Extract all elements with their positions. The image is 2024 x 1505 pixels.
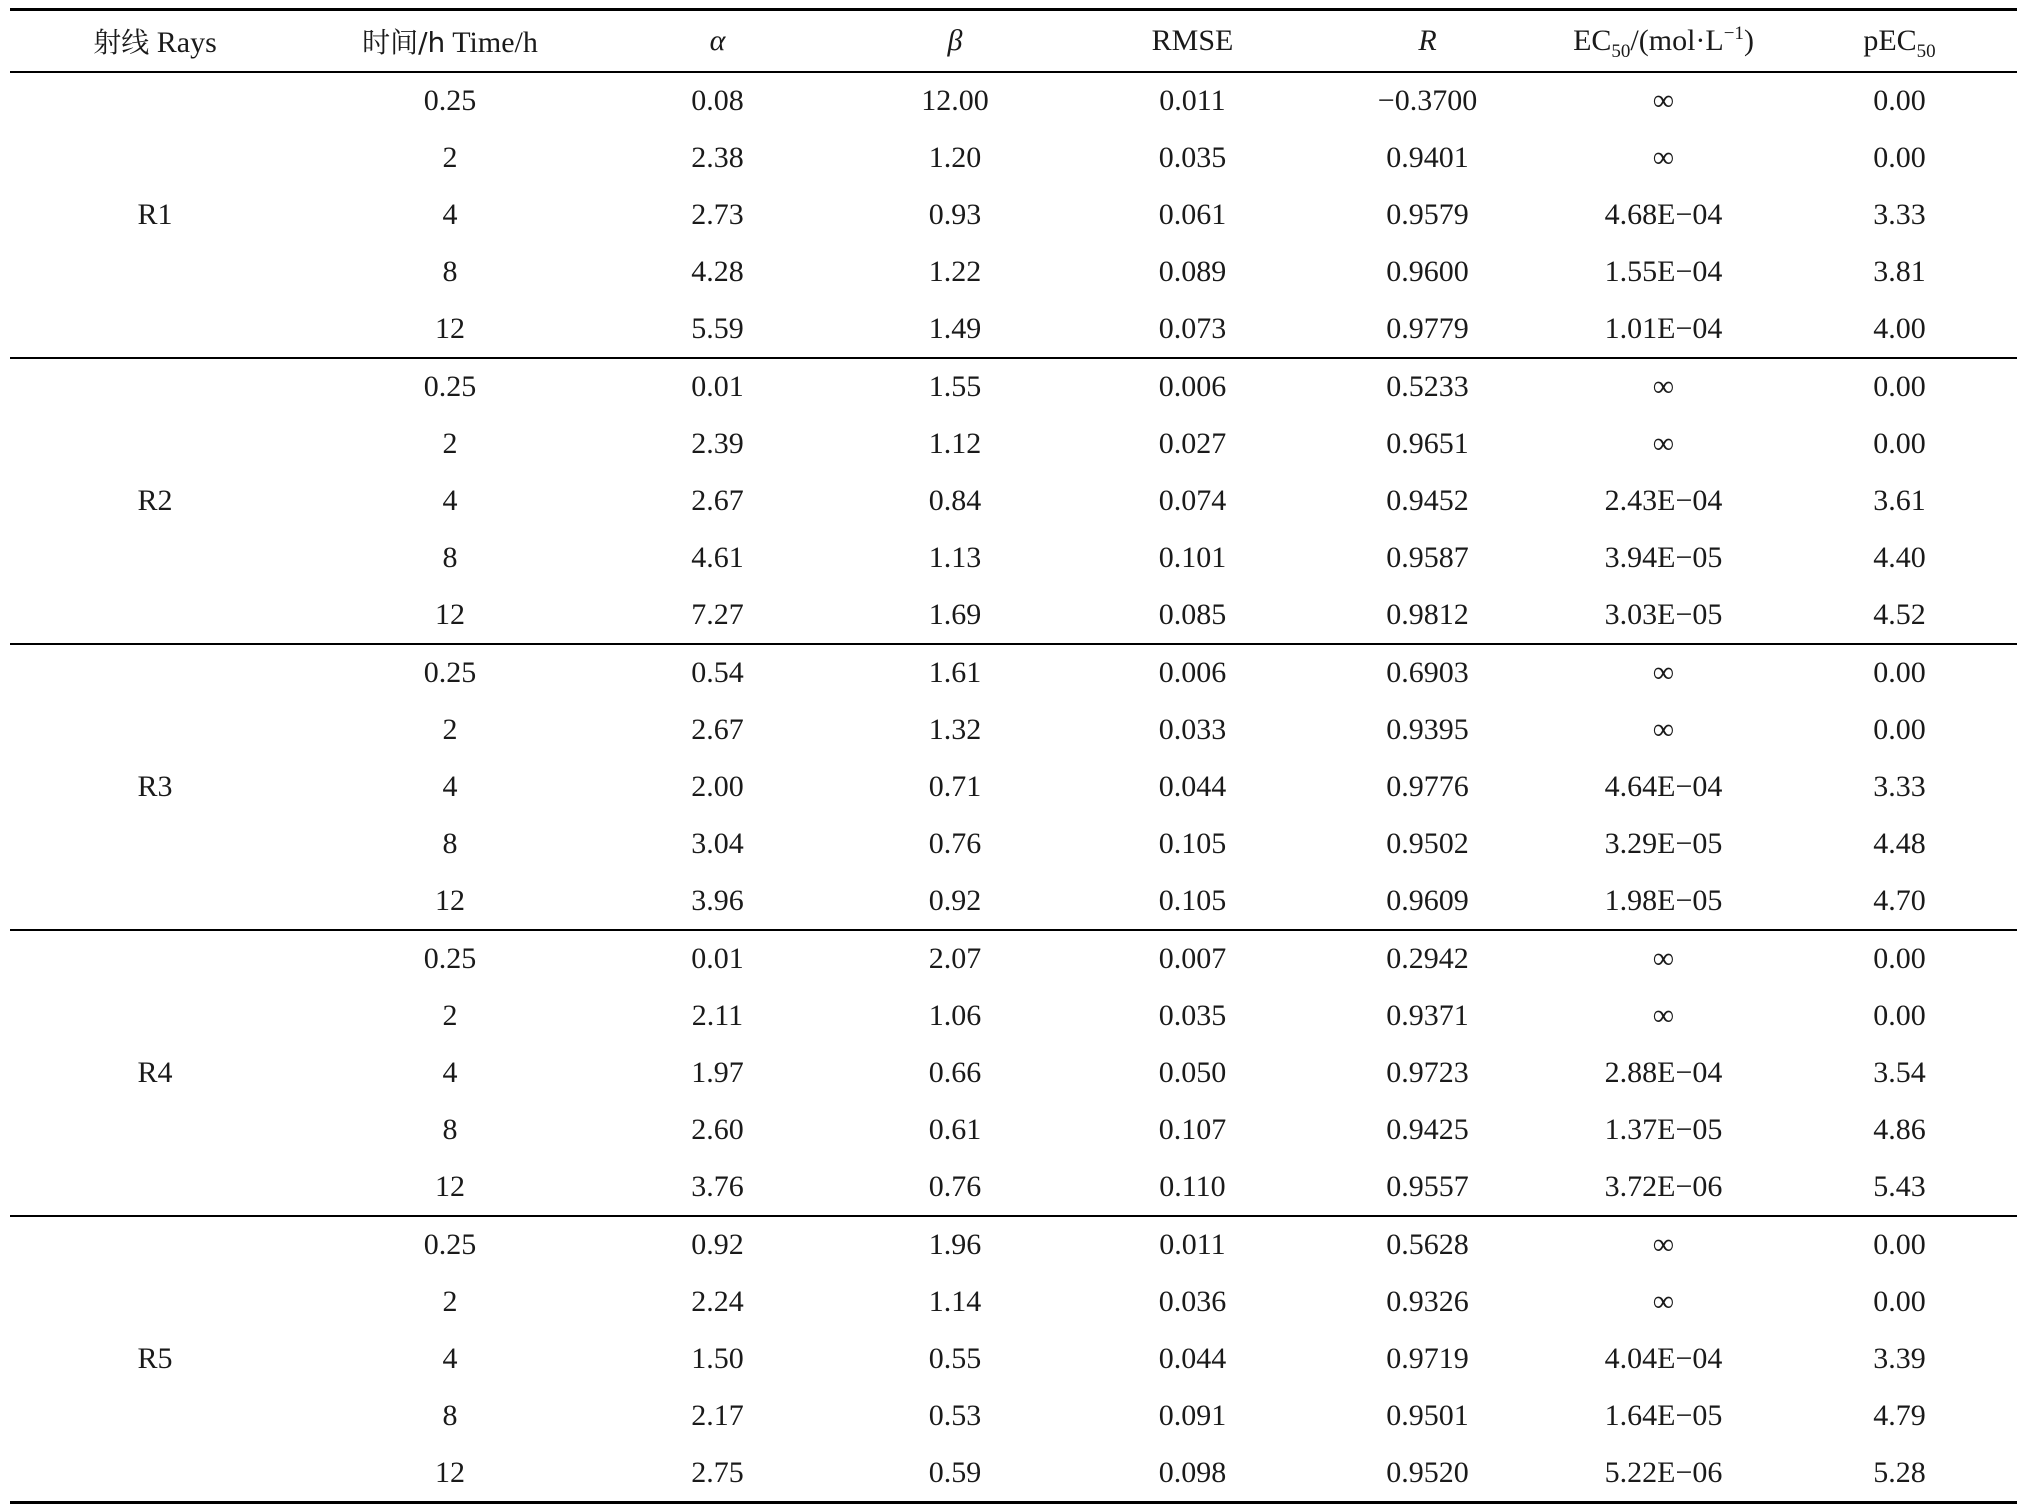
cell-time: 12	[300, 300, 600, 358]
header-rmse: RMSE	[1075, 10, 1310, 73]
cell-rmse: 0.105	[1158, 826, 1227, 860]
table-row	[10, 1045, 2017, 1102]
cell-pec50: 4.48	[1873, 826, 1926, 860]
cell-rmse: 0.098	[1075, 1444, 1310, 1502]
cell-alpha: 4.61	[691, 540, 744, 574]
cell-ec50: 3.72E−06	[1545, 1158, 1782, 1216]
table-row	[10, 1331, 2017, 1388]
cell-r: 0.9501	[1386, 1398, 1469, 1432]
cell-beta: 2.07	[928, 942, 982, 976]
cell-rmse: 0.011	[1159, 1228, 1226, 1262]
cell-beta: 1.61	[928, 656, 982, 690]
table-row	[10, 1274, 2017, 1331]
cell-r: 0.9579	[1386, 197, 1469, 231]
cell-rmse: 0.006	[1158, 370, 1227, 404]
cell-beta: 0.55	[928, 1341, 982, 1375]
cell-time: 12	[300, 586, 600, 644]
cell-beta: 0.61	[928, 1112, 982, 1146]
cell-rmse: 0.061	[1158, 197, 1227, 231]
cell-alpha: 0.08	[691, 84, 744, 118]
cell-beta: 1.32	[928, 713, 982, 747]
cell-r: −0.3700	[1377, 84, 1478, 118]
table-row	[10, 300, 2017, 358]
ray-group-label: R2	[10, 358, 300, 644]
header-beta: β	[835, 10, 1075, 73]
cell-ec50: 3.29E−05	[1604, 826, 1723, 860]
cell-time: 8	[442, 1398, 458, 1432]
cell-pec50: 0.00	[1873, 1228, 1926, 1262]
cell-ec50: ∞	[1652, 656, 1675, 690]
cell-alpha: 3.96	[600, 872, 835, 930]
cell-ec50: 4.68E−04	[1604, 197, 1723, 231]
cell-ec50: 3.94E−05	[1604, 540, 1723, 574]
table-row	[10, 187, 2017, 244]
cell-alpha: 7.27	[600, 586, 835, 644]
cell-alpha: 0.01	[691, 370, 744, 404]
cell-pec50: 4.40	[1873, 540, 1926, 574]
table-row	[10, 702, 2017, 759]
table-row	[10, 930, 2017, 988]
cell-rmse: 0.006	[1158, 656, 1227, 690]
header-row	[10, 10, 2017, 73]
table-row	[10, 1444, 2017, 1502]
cell-time: 2	[442, 713, 458, 747]
cell-time: 0.25	[423, 656, 477, 690]
cell-r: 0.9326	[1386, 1285, 1469, 1319]
cell-alpha: 2.60	[691, 1112, 744, 1146]
cell-time: 12	[300, 872, 600, 930]
cell-alpha: 5.59	[600, 300, 835, 358]
cell-rmse: 0.091	[1158, 1398, 1227, 1432]
cell-pec50: 3.33	[1873, 769, 1926, 803]
cell-time: 4	[442, 769, 458, 803]
cell-ec50: 1.55E−04	[1604, 254, 1723, 288]
cell-rmse: 0.073	[1075, 300, 1310, 358]
cell-beta: 0.76	[928, 826, 982, 860]
cell-ec50: 2.88E−04	[1604, 1055, 1723, 1089]
table-row	[10, 988, 2017, 1045]
table-row	[10, 72, 2017, 130]
cell-beta: 0.84	[928, 483, 982, 517]
cell-ec50: 3.03E−05	[1545, 586, 1782, 644]
cell-beta: 1.22	[928, 254, 982, 288]
cell-pec50: 0.00	[1873, 84, 1926, 118]
header-alpha: α	[600, 10, 835, 73]
cell-time: 2	[442, 427, 458, 461]
cell-time: 2	[442, 1285, 458, 1319]
table-row	[10, 529, 2017, 586]
cell-r: 0.9609	[1310, 872, 1545, 930]
table-row	[10, 473, 2017, 530]
cell-pec50: 3.81	[1873, 254, 1926, 288]
cell-beta: 1.69	[835, 586, 1075, 644]
header-time: 时间/h Time/h	[300, 10, 600, 73]
cell-pec50: 4.79	[1873, 1398, 1926, 1432]
cell-ec50: 5.22E−06	[1545, 1444, 1782, 1502]
cell-beta: 1.20	[928, 141, 982, 175]
cell-ec50: 1.64E−05	[1604, 1398, 1723, 1432]
cell-beta: 1.13	[928, 540, 982, 574]
cell-pec50: 0.00	[1873, 999, 1926, 1033]
cell-beta: 1.96	[928, 1228, 982, 1262]
cell-alpha: 3.04	[691, 826, 744, 860]
cell-rmse: 0.044	[1158, 769, 1227, 803]
cell-r: 0.9600	[1386, 254, 1469, 288]
table-header	[10, 10, 2017, 73]
cell-beta: 12.00	[921, 84, 989, 118]
cell-r: 0.9719	[1386, 1341, 1469, 1375]
cell-time: 2	[442, 141, 458, 175]
data-table	[10, 8, 2017, 1504]
cell-ec50: 1.37E−05	[1604, 1112, 1723, 1146]
cell-ec50: ∞	[1652, 942, 1675, 976]
cell-pec50: 4.70	[1782, 872, 2017, 930]
cell-ec50: 1.98E−05	[1545, 872, 1782, 930]
cell-alpha: 0.54	[691, 656, 744, 690]
cell-alpha: 2.67	[691, 483, 744, 517]
table-row	[10, 872, 2017, 930]
ray-group-label: R5	[10, 1216, 300, 1502]
cell-pec50: 0.00	[1873, 713, 1926, 747]
cell-rmse: 0.035	[1158, 141, 1227, 175]
cell-beta: 0.66	[928, 1055, 982, 1089]
cell-beta: 1.12	[928, 427, 982, 461]
cell-ec50: 4.64E−04	[1604, 769, 1723, 803]
cell-r: 0.9723	[1386, 1055, 1469, 1089]
cell-rmse: 0.085	[1075, 586, 1310, 644]
cell-pec50: 5.43	[1782, 1158, 2017, 1216]
cell-pec50: 4.00	[1782, 300, 2017, 358]
cell-rmse: 0.033	[1158, 713, 1227, 747]
cell-time: 12	[300, 1444, 600, 1502]
cell-rmse: 0.110	[1075, 1158, 1310, 1216]
cell-r: 0.9779	[1310, 300, 1545, 358]
cell-pec50: 3.61	[1873, 483, 1926, 517]
cell-rmse: 0.101	[1158, 540, 1227, 574]
ray-group-label: R3	[10, 644, 300, 930]
header-r: R	[1310, 10, 1545, 73]
cell-time: 4	[442, 483, 458, 517]
cell-alpha: 0.92	[691, 1228, 744, 1262]
cell-r: 0.9776	[1386, 769, 1469, 803]
cell-beta: 1.55	[928, 370, 982, 404]
table-row	[10, 416, 2017, 473]
table-row	[10, 1387, 2017, 1444]
cell-beta: 0.59	[835, 1444, 1075, 1502]
cell-rmse: 0.044	[1158, 1341, 1227, 1375]
cell-time: 8	[442, 254, 458, 288]
cell-r: 0.9502	[1386, 826, 1469, 860]
cell-alpha: 0.01	[691, 942, 744, 976]
cell-time: 8	[442, 540, 458, 574]
cell-rmse: 0.050	[1158, 1055, 1227, 1089]
cell-r: 0.9452	[1386, 483, 1469, 517]
cell-r: 0.5233	[1386, 370, 1469, 404]
cell-ec50: ∞	[1652, 370, 1675, 404]
header-pec50: pEC$_{50}$	[1782, 10, 2017, 73]
cell-pec50: 3.39	[1873, 1341, 1926, 1375]
cell-r: 0.9395	[1386, 713, 1469, 747]
cell-pec50: 3.33	[1873, 197, 1926, 231]
cell-alpha: 1.97	[691, 1055, 744, 1089]
cell-beta: 1.14	[928, 1285, 982, 1319]
cell-ec50: ∞	[1652, 1228, 1675, 1262]
cell-beta: 0.93	[928, 197, 982, 231]
cell-r: 0.9371	[1386, 999, 1469, 1033]
cell-beta: 0.76	[835, 1158, 1075, 1216]
cell-r: 0.6903	[1386, 656, 1469, 690]
cell-time: 0.25	[423, 84, 477, 118]
cell-rmse: 0.011	[1159, 84, 1226, 118]
ray-group-label: R1	[10, 72, 300, 358]
cell-ec50: ∞	[1652, 84, 1675, 118]
cell-pec50: 0.00	[1873, 427, 1926, 461]
cell-ec50: 2.43E−04	[1604, 483, 1723, 517]
cell-pec50: 4.52	[1782, 586, 2017, 644]
table-row	[10, 586, 2017, 644]
cell-r: 0.9401	[1386, 141, 1469, 175]
cell-r: 0.9520	[1310, 1444, 1545, 1502]
cell-ec50: 4.04E−04	[1604, 1341, 1723, 1375]
cell-beta: 1.49	[835, 300, 1075, 358]
cell-r: 0.9812	[1310, 586, 1545, 644]
cell-alpha: 2.24	[691, 1285, 744, 1319]
cell-rmse: 0.036	[1158, 1285, 1227, 1319]
cell-ec50: ∞	[1652, 141, 1675, 175]
cell-ec50: ∞	[1652, 999, 1675, 1033]
cell-rmse: 0.027	[1158, 427, 1227, 461]
cell-rmse: 0.007	[1158, 942, 1227, 976]
cell-rmse: 0.105	[1075, 872, 1310, 930]
table-row	[10, 1216, 2017, 1274]
table-row	[10, 243, 2017, 300]
ray-group-label: R4	[10, 930, 300, 1216]
table-row	[10, 644, 2017, 702]
table-row	[10, 815, 2017, 872]
table-row	[10, 1158, 2017, 1216]
cell-r: 0.2942	[1386, 942, 1469, 976]
cell-time: 12	[300, 1158, 600, 1216]
cell-pec50: 0.00	[1873, 656, 1926, 690]
cell-pec50: 5.28	[1782, 1444, 2017, 1502]
cell-alpha: 2.75	[600, 1444, 835, 1502]
cell-r: 0.5628	[1386, 1228, 1469, 1262]
cell-r: 0.9425	[1386, 1112, 1469, 1146]
cell-r: 0.9557	[1310, 1158, 1545, 1216]
cell-alpha: 2.67	[691, 713, 744, 747]
cell-time: 0.25	[423, 1228, 477, 1262]
cell-alpha: 2.00	[691, 769, 744, 803]
cell-alpha: 2.73	[691, 197, 744, 231]
cell-time: 4	[442, 1341, 458, 1375]
cell-ec50: ∞	[1652, 713, 1675, 747]
cell-time: 0.25	[423, 942, 477, 976]
cell-beta: 0.92	[835, 872, 1075, 930]
cell-pec50: 0.00	[1873, 370, 1926, 404]
cell-time: 4	[442, 197, 458, 231]
cell-alpha: 2.39	[691, 427, 744, 461]
cell-beta: 0.53	[928, 1398, 982, 1432]
table-row	[10, 759, 2017, 816]
cell-alpha: 2.38	[691, 141, 744, 175]
header-rays: 射线 Rays	[10, 10, 300, 73]
cell-pec50: 3.54	[1873, 1055, 1926, 1089]
cell-alpha: 1.50	[691, 1341, 744, 1375]
cell-time: 8	[442, 1112, 458, 1146]
cell-pec50: 0.00	[1873, 942, 1926, 976]
cell-rmse: 0.089	[1158, 254, 1227, 288]
cell-time: 0.25	[423, 370, 477, 404]
cell-r: 0.9587	[1386, 540, 1469, 574]
cell-pec50: 4.86	[1873, 1112, 1926, 1146]
cell-ec50: ∞	[1652, 427, 1675, 461]
cell-ec50: 1.01E−04	[1545, 300, 1782, 358]
cell-time: 8	[442, 826, 458, 860]
cell-r: 0.9651	[1386, 427, 1469, 461]
cell-rmse: 0.107	[1158, 1112, 1227, 1146]
cell-pec50: 0.00	[1873, 1285, 1926, 1319]
cell-alpha: 2.11	[691, 999, 744, 1033]
cell-time: 2	[442, 999, 458, 1033]
cell-alpha: 4.28	[691, 254, 744, 288]
table-row	[10, 358, 2017, 416]
table-body	[10, 72, 2017, 1502]
table-row	[10, 1101, 2017, 1158]
cell-rmse: 0.074	[1158, 483, 1227, 517]
cell-beta: 1.06	[928, 999, 982, 1033]
cell-pec50: 0.00	[1873, 141, 1926, 175]
header-ec50: $EC_{50}/(mol\cdot L^{-1})$	[1545, 10, 1782, 73]
cell-ec50: ∞	[1652, 1285, 1675, 1319]
cell-beta: 0.71	[928, 769, 982, 803]
table-row	[10, 130, 2017, 187]
cell-rmse: 0.035	[1158, 999, 1227, 1033]
cell-time: 4	[442, 1055, 458, 1089]
cell-alpha: 3.76	[600, 1158, 835, 1216]
cell-alpha: 2.17	[691, 1398, 744, 1432]
